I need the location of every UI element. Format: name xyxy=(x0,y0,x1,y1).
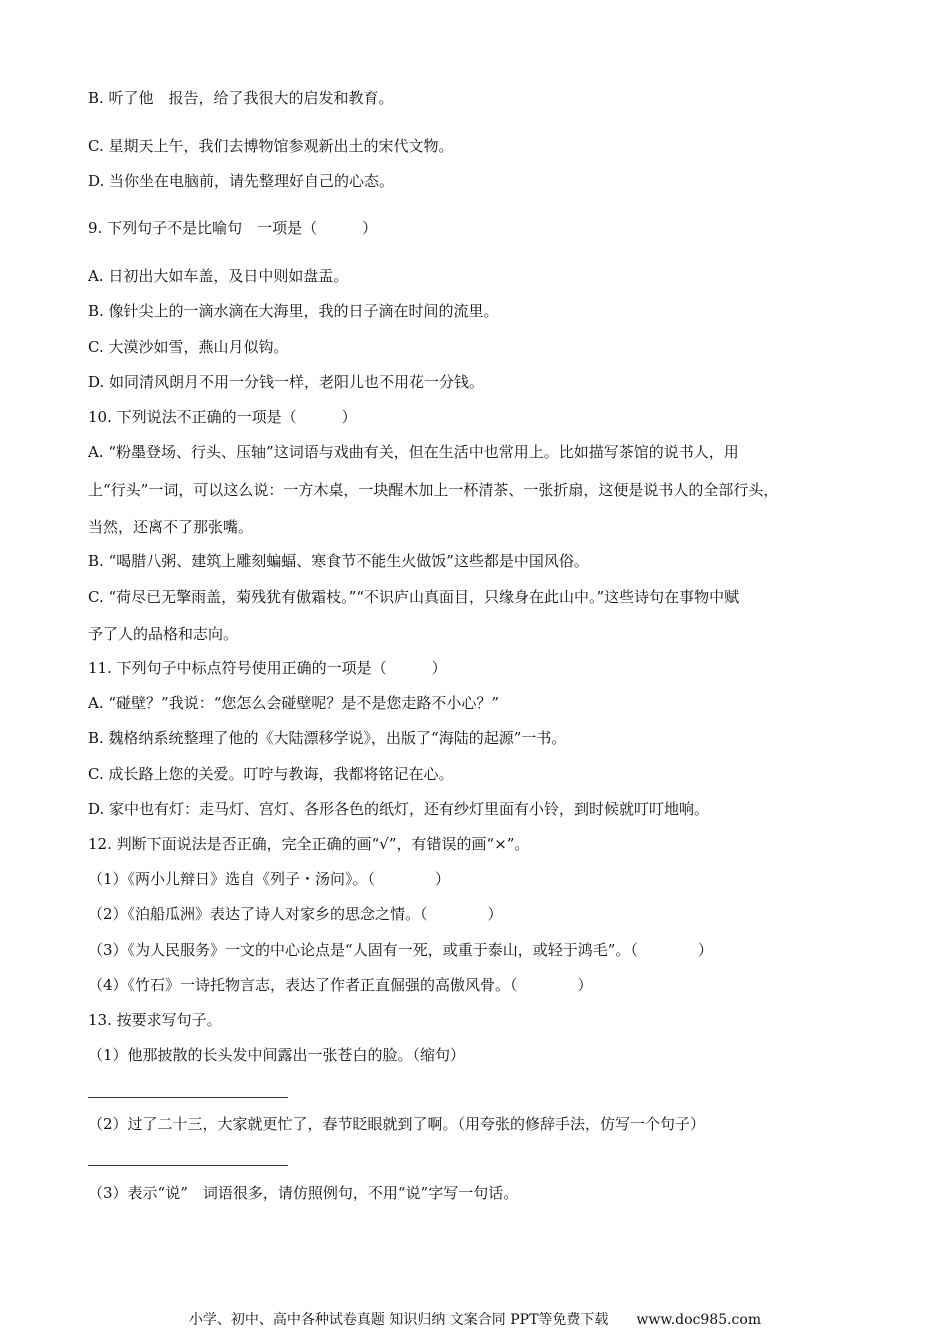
q11-option-c: C. 成长路上您的关爱。叮咛与教诲，我都将铭记在心。 xyxy=(88,765,454,783)
q9-option-a: A. 日初出大如车盖，及日中则如盘盂。 xyxy=(88,267,349,285)
q12-item-3: （3）《为人民服务》一文的中心论点是“人固有一死，或重于泰山，或轻于鸿毛”。（ ） xyxy=(88,941,713,959)
q11-option-d: D. 家中也有灯：走马灯、宫灯、各形各色的纸灯，还有纱灯里面有小铃，到时候就叮叮地响。 xyxy=(88,800,710,818)
q9-option-c: C. 大漠沙如雪，燕山月似钩。 xyxy=(88,338,289,356)
q10-option-c-line1: C. “荷尽已无擎雨盖，菊残犹有傲霜枝。”“不识庐山真面目，只缘身在此山中。”这些诗句在事物中赋 xyxy=(88,588,740,606)
q10-option-a-line1: A. “粉墨登场、行头、压轴”这词语与戏曲有关，但在生活中也常用上。比如描写茶馆的说书人，用 xyxy=(88,443,739,461)
q11-option-a: A. “碰壁？”我说：“您怎么会碰壁呢？是不是您走路不小心？” xyxy=(88,694,500,712)
q13-item-1: （1）他那披散的长头发中间露出一张苍白的脸。（缩句） xyxy=(88,1046,466,1064)
q12-item-4: （4）《竹石》一诗托物言志，表达了作者正直倔强的高傲风骨。（ ） xyxy=(88,976,593,994)
answer-line-2[interactable] xyxy=(88,1165,288,1166)
q8-option-b: B. 听了他 报告，给了我很大的启发和教育。 xyxy=(88,89,394,107)
q11-stem: 11. 下列句子中标点符号使用正确的一项是（ ） xyxy=(88,659,447,677)
q9-option-d: D. 如同清风朗月不用一分钱一样，老阳儿也不用花一分钱。 xyxy=(88,373,485,391)
page-footer: 小学、初中、高中各种试卷真题 知识归纳 文案合同 PPT等免费下载 www.doc985.com xyxy=(188,1312,762,1328)
q12-stem: 12. 判断下面说法是否正确，完全正确的画“√”，有错误的画“×”。 xyxy=(88,835,530,853)
q10-option-a-line3: 当然，还离不了那张嘴。 xyxy=(88,518,254,536)
q11-option-b: B. 魏格纳系统整理了他的《大陆漂移学说》，出版了“海陆的起源”一书。 xyxy=(88,729,567,747)
q13-stem: 13. 按要求写句子。 xyxy=(88,1011,222,1029)
q12-item-1: （1）《两小儿辩日》选自《列子・汤问》。（ ） xyxy=(88,870,451,888)
q10-option-b: B. “喝腊八粥、建筑上雕刻蝙蝠、寒食节不能生火做饭”这些都是中国风俗。 xyxy=(88,552,589,570)
q12-item-2: （2）《泊船瓜洲》表达了诗人对家乡的思念之情。（ ） xyxy=(88,905,503,923)
q9-option-b: B. 像针尖上的一滴水滴在大海里，我的日子滴在时间的流里。 xyxy=(88,302,499,320)
q13-item-2: （2）过了二十三，大家就更忙了，春节眨眼就到了啊。（用夸张的修辞手法，仿写一个句子） xyxy=(88,1115,706,1133)
q9-stem: 9. 下列句子不是比喻句 一项是（ ） xyxy=(88,219,378,237)
q13-item-3: （3）表示“说” 词语很多，请仿照例句，不用“说”字写一句话。 xyxy=(88,1184,519,1202)
q10-option-a-line2: 上“行头”一词，可以这么说：一方木桌，一块醒木加上一杯清茶、一张折扇，这便是说书人的全部行头， xyxy=(88,481,779,499)
q8-option-c: C. 星期天上午，我们去博物馆参观新出土的宋代文物。 xyxy=(88,137,454,155)
q8-option-d: D. 当你坐在电脑前，请先整理好自己的心态。 xyxy=(88,172,395,190)
q10-option-c-line2: 予了人的品格和志向。 xyxy=(88,625,239,643)
q10-stem: 10. 下列说法不正确的一项是（ ） xyxy=(88,408,357,426)
answer-line-1[interactable] xyxy=(88,1097,288,1098)
